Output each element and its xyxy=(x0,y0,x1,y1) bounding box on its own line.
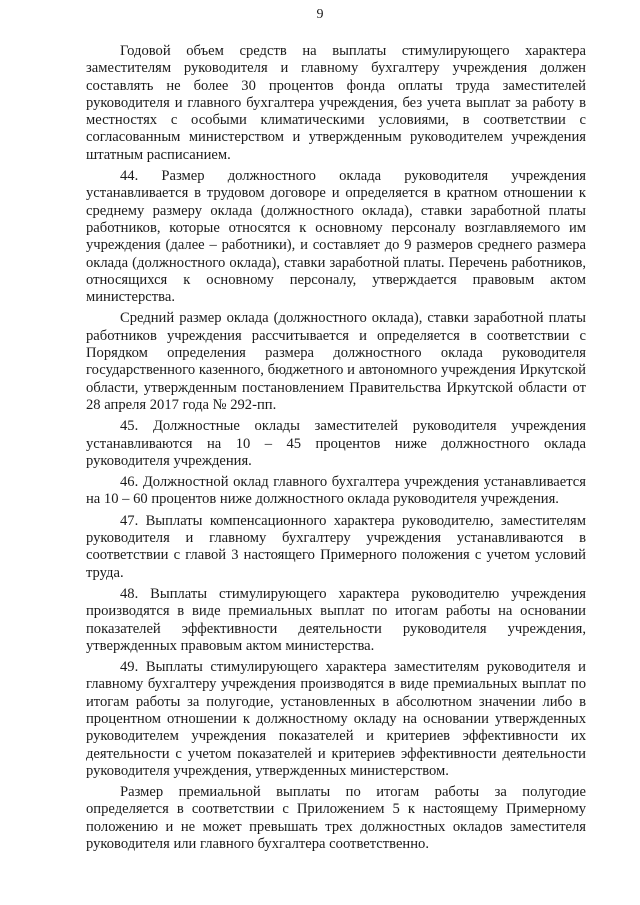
paragraph-44-director-salary: 44. Размер должностного оклада руководителя учреждения устанавливается в трудовом договоре и определяется в кратном отношении к среднему размеру оклада (должностного оклада), ставки заработной платы работников, которые относятся к основному персоналу возглавляемого им учреждения (далее – работники), и составляет до 9 размеров среднего размера оклада (должностного оклада), ставки заработной платы. Перечень работников, относящихся к основному персоналу, утверждается правовым актом министерства. xyxy=(86,168,586,306)
paragraph-annual-bonus-fund: Годовой объем средств на выплаты стимулирующего характера заместителям руководителя и главному бухгалтеру учреждения должен составлять не более 30 процентов фонда оплаты труда заместителей руководителя и главного бухгалтера учреждения, без учета выплат за работу в местностях с особыми климатическими условиями, в соответствии с согласованным министерством и утвержденным руководителем учреждения штатным расписанием. xyxy=(86,43,586,163)
paragraph-bonus-amount: Размер премиальной выплаты по итогам работы за полугодие определяется в соответствии с Приложением 5 к настоящему Примерному положению и не может превышать трех должностных окладов заместителя руководителя или главного бухгалтера соответственно. xyxy=(86,784,586,853)
paragraph-47-compensation-payments: 47. Выплаты компенсационного характера руководителю, заместителям руководителя и главному бухгалтеру учреждения устанавливаются в соответствии с главой 3 настоящего Примерного положения с учетом условий труда. xyxy=(86,512,586,581)
paragraph-45-deputy-salary: 45. Должностные оклады заместителей руководителя учреждения устанавливаются на 10 – 45 процентов ниже должностного оклада руководителя учреждения. xyxy=(86,418,586,469)
page-number: 9 xyxy=(316,7,324,22)
paragraph-46-chief-accountant-salary: 46. Должностной оклад главного бухгалтера учреждения устанавливается на 10 – 60 процентов ниже должностного оклада руководителя учреждения. xyxy=(86,474,586,508)
paragraph-48-director-bonus: 48. Выплаты стимулирующего характера руководителю учреждения производятся в виде премиальных выплат по итогам работы на основании показателей эффективности деятельности руководителя учреждения, утвержденных правовым актом министерства. xyxy=(86,585,586,654)
paragraph-average-salary-calculation: Средний размер оклада (должностного оклада), ставки заработной платы работников учреждения рассчитывается и определяется в соответствии с Порядком определения размера должностного оклада руководителя государственного казенного, бюджетного и автономного учреждения Иркутской области, утвержденным постановлением Правительства Иркутской области от 28 апреля 2017 года № 292-пп. xyxy=(86,310,586,413)
paragraph-49-deputy-bonus: 49. Выплаты стимулирующего характера заместителям руководителя и главному бухгалтеру учреждения производятся в виде премиальных выплат по итогам работы за полугодие, установленных в абсолютном значении либо в процентном отношении к должностному окладу на основании утвержденных руководителем учреждения показателей и критериев эффективности их деятельности с учетом показателей и критериев эффективности деятельности руководителя учреждения, утвержденных министерством. xyxy=(86,659,586,779)
document-body xyxy=(86,43,586,857)
